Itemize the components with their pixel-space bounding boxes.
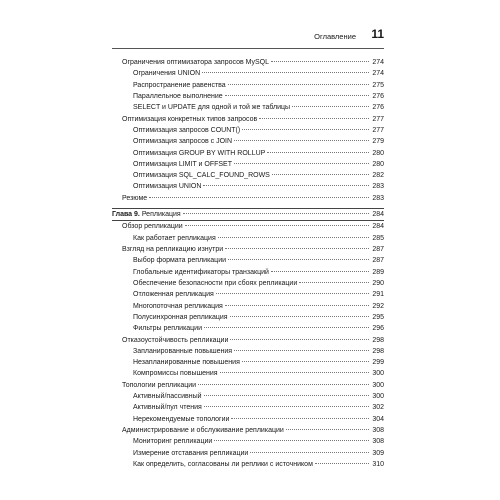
toc-entry[interactable] [112, 57, 384, 68]
toc-entry-text: Параллельное выполнение [133, 92, 223, 100]
dot-leader [228, 84, 369, 85]
dot-leader [202, 72, 369, 73]
toc-entry[interactable] [112, 148, 384, 159]
dot-leader [225, 95, 369, 96]
toc-entry-title [133, 91, 224, 102]
toc-entry[interactable] [112, 357, 384, 368]
toc-entry-title [122, 57, 270, 68]
toc-page-number: 283 [372, 183, 384, 191]
toc-entry-text: Оптимизация SQL_CALC_FOUND_ROWS [133, 172, 270, 180]
toc-page-number: 295 [372, 313, 384, 321]
toc-page-number: 299 [372, 359, 384, 367]
toc-page-number: 291 [372, 291, 384, 299]
toc-entry[interactable] [112, 391, 384, 402]
dot-leader [204, 327, 369, 328]
toc-page-number: 280 [372, 149, 384, 157]
dot-leader [234, 163, 369, 164]
dot-leader [234, 350, 369, 351]
toc-entry-title [122, 193, 148, 204]
dot-leader [292, 106, 369, 107]
toc-page-number: 285 [372, 234, 384, 242]
dot-leader [271, 61, 369, 62]
toc-entry-text: Фильтры репликации [133, 325, 203, 333]
toc-page-number: 275 [372, 81, 384, 89]
toc-entry[interactable] [112, 136, 384, 147]
toc-entry-title [133, 414, 230, 425]
toc-page-number: 277 [372, 126, 384, 134]
toc-entry[interactable] [112, 181, 384, 192]
toc-entry[interactable] [112, 80, 384, 91]
toc-entry-text: SELECT и UPDATE для одной и той же таблицы [133, 104, 291, 112]
toc-entry-title [133, 278, 298, 289]
toc-entry-text: Как работает репликация [133, 234, 216, 242]
toc-page-number: 300 [372, 393, 384, 401]
toc-entry-text: Полусинхронная репликация [133, 313, 228, 321]
toc-page-number: 310 [372, 460, 384, 468]
toc-entry[interactable] [112, 255, 384, 266]
toc-entry-title [133, 459, 314, 470]
dot-leader [214, 440, 369, 441]
dot-leader [259, 118, 369, 119]
dot-leader [242, 129, 369, 130]
dot-leader [228, 259, 369, 260]
toc-page-number: 279 [372, 138, 384, 146]
toc-entry[interactable] [112, 346, 384, 357]
toc-entry-title [133, 312, 229, 323]
toc-page-number: 287 [372, 246, 384, 253]
toc-entry-text: Взгляд на репликацию изнутри [122, 246, 224, 253]
dot-leader [220, 372, 369, 373]
toc-entry[interactable] [112, 244, 384, 255]
toc-entry-title [133, 368, 219, 379]
toc-page-number: 304 [372, 415, 384, 423]
toc-page-number: 276 [372, 104, 384, 112]
toc-entry[interactable] [112, 221, 384, 232]
toc-entry-title [122, 335, 229, 346]
toc-chapter-entry[interactable] [112, 209, 384, 220]
dot-leader [225, 248, 369, 249]
toc-entry[interactable] [112, 278, 384, 289]
toc-entry-title [133, 233, 217, 244]
toc-entry[interactable] [112, 459, 384, 470]
toc-page-number: 276 [372, 92, 384, 100]
dot-leader [286, 429, 369, 430]
dot-leader [149, 197, 369, 198]
toc-entry-text: Обеспечение безопасности при сбоях репликации [133, 279, 298, 287]
toc-entry-text: Обзор репликации [122, 223, 183, 231]
toc-page-number: 300 [372, 370, 384, 378]
toc-entry-title [112, 209, 182, 220]
toc-page-number: 302 [372, 404, 384, 412]
toc-page-number: 300 [372, 381, 384, 389]
toc-page-number: 283 [372, 194, 384, 202]
toc-entry-title [133, 448, 249, 459]
toc-entry[interactable] [112, 68, 384, 79]
toc-entry-title [133, 391, 203, 402]
toc-page-number: 284 [372, 211, 384, 219]
toc-entry-text: Распространение равенства [133, 81, 226, 89]
toc-entry[interactable] [112, 448, 384, 459]
toc-page-number: 282 [372, 172, 384, 180]
toc-entry-title [133, 436, 213, 447]
dot-leader [250, 452, 369, 453]
toc-entry-title [122, 380, 197, 391]
dot-leader [242, 361, 369, 362]
toc-entry-title [133, 170, 271, 181]
toc-entry-title [133, 301, 224, 312]
toc-entry-text: Отказоустойчивость репликации [122, 336, 229, 344]
toc-entry-text: Оптимизация UNION [133, 183, 202, 191]
toc-page-number: 284 [372, 223, 384, 231]
toc-entry[interactable] [112, 91, 384, 102]
toc-entry-title [133, 289, 215, 300]
toc-page-number: 290 [372, 279, 384, 287]
toc-entry-text: Выбор формата репликации [133, 257, 227, 265]
toc-entry-text: Ограничения UNION [133, 70, 201, 78]
toc-entry-text: Нерекомендуемые топологии [133, 415, 230, 423]
toc-entry-title [133, 68, 201, 79]
toc-entry-text: Глобальные идентификаторы транзакций [133, 268, 269, 276]
header-title: Оглавление [314, 32, 356, 41]
toc-entry-title [133, 346, 233, 357]
toc-entry-title [133, 181, 202, 192]
header-page-number: 11 [371, 27, 384, 41]
toc-page-number: 309 [372, 449, 384, 457]
running-header [112, 26, 384, 49]
dot-leader [231, 418, 369, 419]
toc-entry[interactable] [112, 125, 384, 136]
toc-entry[interactable] [112, 301, 384, 312]
dot-leader [218, 237, 369, 238]
toc-entry-title [133, 125, 241, 136]
toc-entry-text: Измерение отставания репликации [133, 449, 249, 457]
dot-leader [204, 395, 369, 396]
toc-entry-title [133, 357, 241, 368]
toc-entry[interactable] [112, 402, 384, 413]
toc-entry-text: Компромиссы повышения [133, 370, 218, 378]
toc-page-number: 298 [372, 347, 384, 355]
toc-entry-title [133, 80, 227, 91]
toc-entry-text: Отложенная репликация [133, 291, 214, 299]
toc-page-number: 280 [372, 160, 384, 168]
dot-leader [225, 305, 369, 306]
toc-page-number: 274 [372, 70, 384, 78]
toc-entry-title [133, 159, 233, 170]
toc-entry[interactable] [112, 414, 384, 425]
toc-entry-text: Резюме [122, 194, 148, 202]
toc-entry-title [133, 267, 270, 278]
toc-page-number: 308 [372, 427, 384, 434]
toc-entry-title [133, 136, 233, 147]
toc-entry[interactable] [112, 368, 384, 379]
toc-entry[interactable] [112, 425, 384, 436]
toc-entry-title [122, 425, 285, 436]
toc-entry[interactable] [112, 289, 384, 300]
toc-page-number: 287 [372, 257, 384, 265]
toc-entry-text: Оптимизация GROUP BY WITH ROLLUP [133, 149, 266, 157]
toc-entry[interactable] [112, 323, 384, 334]
toc-entry-text: Оптимизация запросов с JOIN [133, 138, 233, 146]
toc-entry-text: Топологии репликации [122, 381, 197, 389]
dot-leader [216, 293, 369, 294]
toc-entry[interactable] [112, 159, 384, 170]
dot-leader [185, 225, 369, 226]
toc-entry-text: Оптимизация запросов COUNT() [133, 126, 241, 134]
toc-page-number: 296 [372, 325, 384, 333]
toc-entry-title [133, 255, 227, 266]
toc-entry-text: Активный/пассивный [133, 393, 202, 401]
dot-leader [272, 174, 369, 175]
toc-entry-text: Оптимизация LIMIT и OFFSET [133, 160, 233, 168]
toc-page-number: 277 [372, 115, 384, 123]
toc-entry[interactable] [112, 312, 384, 323]
toc-entry-title [133, 148, 266, 159]
toc-entry[interactable] [112, 267, 384, 278]
toc-entry-title [133, 323, 203, 334]
toc-entry-text: Репликация [141, 211, 181, 219]
dot-leader [230, 316, 369, 317]
toc-entry-text: Незапланированные повышения [133, 359, 240, 367]
dot-leader [267, 152, 369, 153]
toc-entry-title [133, 102, 291, 113]
dot-leader [230, 339, 369, 340]
dot-leader [271, 271, 369, 272]
chapter-label: Глава 9. [112, 211, 140, 219]
toc-entry-text: Администрирование и обслуживание репликации [122, 427, 284, 434]
toc-entry[interactable] [112, 233, 384, 244]
table-of-contents [112, 57, 384, 470]
toc-entry-text: Запланированные повышения [133, 347, 233, 355]
toc-page-number: 298 [372, 336, 384, 344]
toc-entry-text: Многопоточная репликация [133, 302, 223, 310]
toc-entry-text: Мониторинг репликации [133, 438, 213, 446]
toc-page-number: 289 [372, 268, 384, 276]
dot-leader [204, 406, 369, 407]
dot-leader [299, 282, 369, 283]
toc-page-number: 292 [372, 302, 384, 310]
toc-entry-text: Ограничения оптимизатора запросов MySQL [122, 59, 269, 66]
toc-page-number: 308 [372, 438, 384, 446]
toc-entry[interactable] [112, 335, 384, 346]
toc-entry[interactable] [112, 436, 384, 447]
toc-entry-text: Как определить, согласованы ли реплики с источником [133, 460, 313, 468]
dot-leader [234, 140, 369, 141]
toc-entry[interactable] [112, 193, 384, 204]
toc-entry[interactable] [112, 170, 384, 181]
dot-leader [183, 213, 369, 214]
toc-entry-title [133, 402, 203, 413]
toc-entry-text: Оптимизация конкретных типов запросов [122, 115, 258, 123]
toc-entry-title [122, 114, 258, 125]
toc-entry-title [122, 221, 184, 232]
dot-leader [203, 185, 369, 186]
toc-entry[interactable] [112, 114, 384, 125]
toc-entry-text: Активный/пул чтения [133, 404, 202, 412]
toc-entry[interactable] [112, 380, 384, 391]
dot-leader [198, 384, 369, 385]
toc-entry-title [122, 244, 224, 255]
toc-page-number: 274 [372, 59, 384, 66]
dot-leader [315, 463, 369, 464]
toc-entry[interactable] [112, 102, 384, 113]
